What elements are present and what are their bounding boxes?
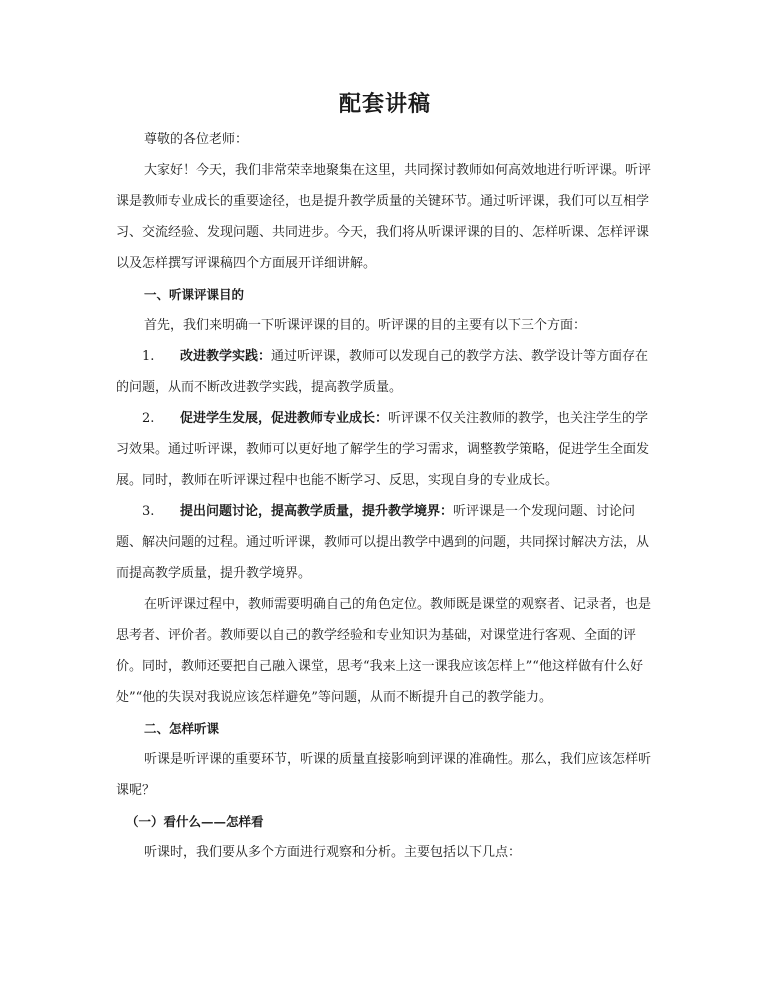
list-text-3: 听评课是一个发现问题、讨论问题、解决问题的过程。通过听评课，教师可以提出教学中遇到的问题，共同探讨解决方法，从而提高教学质量，提升教学境界。	[116, 504, 650, 581]
section1-heading: 一、听课评课目的	[144, 287, 245, 302]
list-text-2: 听评课不仅关注教师的教学，也关注学生的学习效果。通过听评课，教师可以更好地了解学生的学习需求，调整教学策略，促进学生全面发展。同时，教师在听评课过程中也能不断学习、反思，实现自身的专业成长。	[116, 411, 650, 488]
section2-lead: 听课是听评课的重要环节，听课的质量直接影响到评课的准确性。那么，我们应该怎样听课呢？	[116, 752, 652, 798]
section1-lead: 首先，我们来明确一下听课评课的目的。听评课的目的主要有以下三个方面：	[144, 318, 587, 333]
list-number-1: 1.	[142, 349, 155, 364]
document-body	[116, 124, 658, 868]
document-title: 配套讲稿	[338, 91, 431, 117]
list-item-1	[116, 341, 658, 403]
list-bold-2: 促进学生发展，促进教师专业成长：	[180, 411, 389, 426]
section2-subheading: （一）看什么——怎样看	[126, 814, 264, 829]
list-number-3: 3.	[142, 504, 155, 519]
section2-sub-lead: 听课时，我们要从多个方面进行观察和分析。主要包括以下几点：	[144, 845, 522, 860]
list-item-3	[116, 496, 658, 589]
section2-heading: 二、怎样听课	[144, 721, 220, 736]
list-item-2	[116, 403, 658, 496]
intro-paragraph: 大家好！今天，我们非常荣幸地聚集在这里，共同探讨教师如何高效地进行听评课。听评课是教师专业成长的重要途径，也是提升教学质量的关键环节。通过听评课，我们可以互相学习、交流经验、发现问题、共同进步。今天，我们将从听课评课的目的、怎样听课、怎样评课以及怎样撰写评课稿四个方面展开详细讲解。	[116, 163, 652, 271]
list-bold-1: 改进教学实践：	[180, 349, 272, 364]
list-text-1: 通过听评课，教师可以发现自己的教学方法、教学设计等方面存在的问题，从而不断改进教学实践，提高教学质量。	[116, 349, 649, 395]
list-number-2: 2.	[142, 411, 155, 426]
greeting: 尊敬的各位老师：	[144, 132, 249, 147]
list-bold-3: 提出问题讨论，提高教学质量，提升教学境界：	[180, 504, 454, 519]
section1-closing: 在听评课过程中，教师需要明确自己的角色定位。教师既是课堂的观察者、记录者，也是思考者、评价者。教师要以自己的教学经验和专业知识为基础，对课堂进行客观、全面的评价。同时，教师还要把自己融入课堂，思考“我来上这一课我应该怎样上”“他这样做有什么好处”“他的失误对我说应该怎样避免”等问题，从而不断提升自己的教学能力。	[116, 597, 652, 705]
